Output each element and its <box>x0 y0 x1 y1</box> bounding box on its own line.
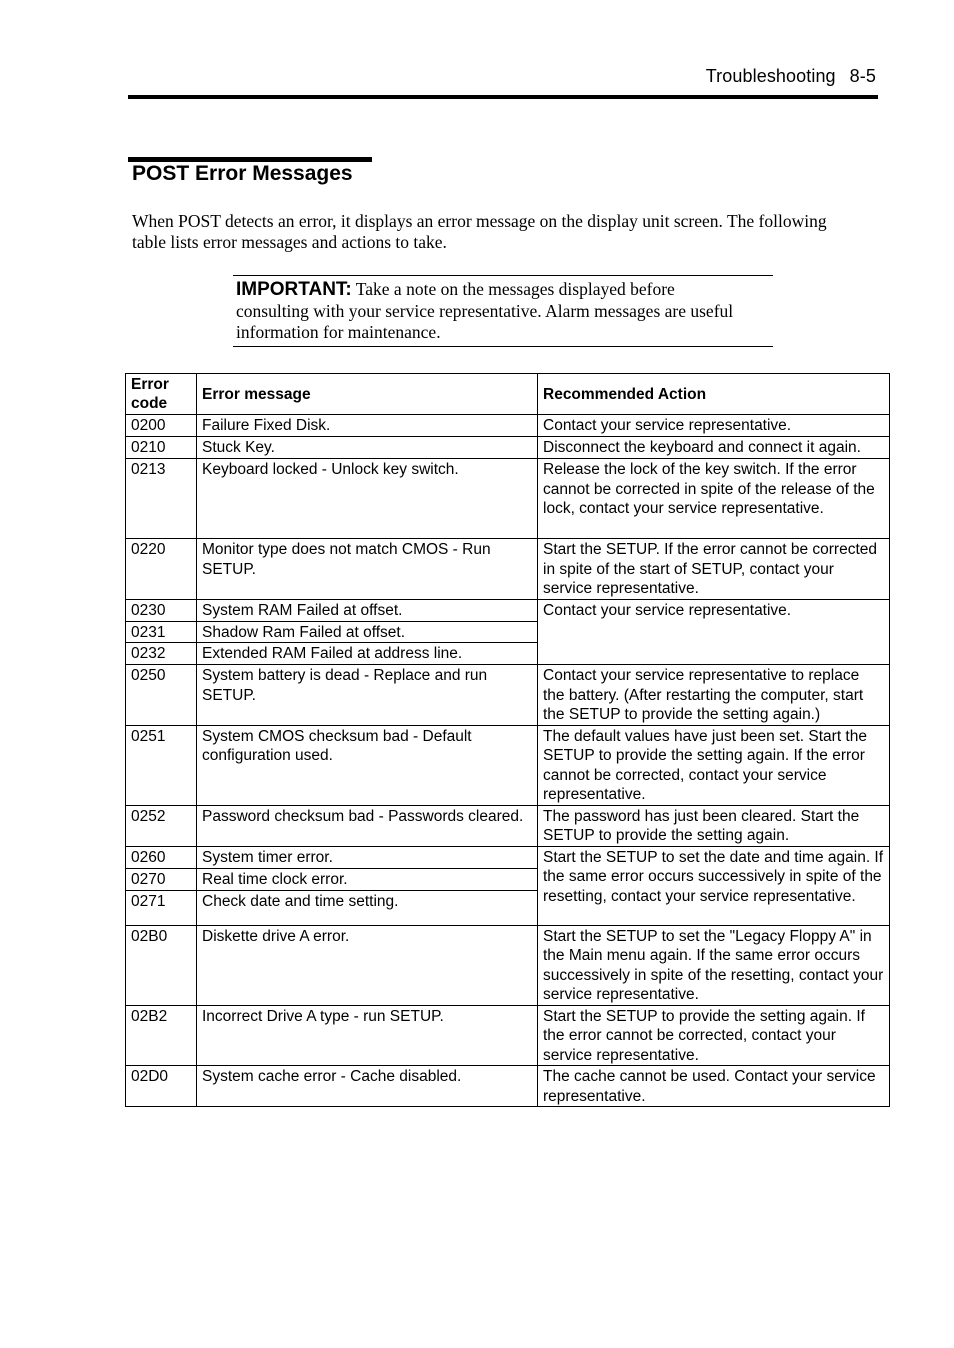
recommended-action: Contact your service representative. <box>538 415 890 437</box>
header-error-code: Error code <box>126 374 197 415</box>
table-row <box>126 599 890 621</box>
error-code: 0220 <box>126 539 197 600</box>
table-row <box>126 805 890 846</box>
recommended-action: Release the lock of the key switch. If the error cannot be corrected in spite of the release of the lock, contact your service representative. <box>538 459 890 539</box>
recommended-action: Start the SETUP to set the date and time again. If the same error occurs successively in spite of the resetting, contact your service representative. <box>538 846 890 925</box>
error-code: 0231 <box>126 621 197 643</box>
table-row <box>126 415 890 437</box>
recommended-action: The default values have just been set. Start the SETUP to provide the setting again. If the error cannot be corrected, contact your service representative. <box>538 725 890 805</box>
error-message: Keyboard locked - Unlock key switch. <box>197 459 538 539</box>
error-message: Check date and time setting. <box>197 890 538 925</box>
page-number: 8-5 <box>849 66 876 86</box>
section-title: POST Error Messages <box>132 162 353 185</box>
recommended-action: Contact your service representative to replace the battery. (After restarting the computer, start the SETUP to provide the setting again.) <box>538 665 890 726</box>
error-code: 02B0 <box>126 925 197 1005</box>
important-note-text <box>236 279 746 344</box>
error-code: 0210 <box>126 437 197 459</box>
recommended-action: Contact your service representative. <box>538 599 890 665</box>
error-message: System RAM Failed at offset. <box>197 599 538 621</box>
error-message: Failure Fixed Disk. <box>197 415 538 437</box>
recommended-action: Start the SETUP to set the "Legacy Floppy A" in the Main menu again. If the same error occurs successively in spite of the resetting, contact your service representative. <box>538 925 890 1005</box>
error-code: 0213 <box>126 459 197 539</box>
error-code: 0271 <box>126 890 197 925</box>
table-row <box>126 459 890 539</box>
recommended-action: The password has just been cleared. Start the SETUP to provide the setting again. <box>538 805 890 846</box>
recommended-action: Start the SETUP. If the error cannot be corrected in spite of the start of SETUP, contact your service representative. <box>538 539 890 600</box>
table-row <box>126 1005 890 1066</box>
error-message: System CMOS checksum bad - Default configuration used. <box>197 725 538 805</box>
error-message: Diskette drive A error. <box>197 925 538 1005</box>
important-body: Take a note on the messages displayed before consulting with your service representative. Alarm messages are useful information for maintenance. <box>236 279 734 342</box>
error-message: System cache error - Cache disabled. <box>197 1066 538 1107</box>
error-message: System timer error. <box>197 846 538 868</box>
error-code: 0232 <box>126 643 197 665</box>
error-code: 0250 <box>126 665 197 726</box>
table-row <box>126 925 890 1005</box>
table-row <box>126 665 890 726</box>
header-recommended-action: Recommended Action <box>538 374 890 415</box>
recommended-action: The cache cannot be used. Contact your service representative. <box>538 1066 890 1107</box>
table-row <box>126 437 890 459</box>
error-code: 0200 <box>126 415 197 437</box>
table-row <box>126 846 890 868</box>
important-note <box>233 275 773 347</box>
recommended-action: Start the SETUP to provide the setting again. If the error cannot be corrected, contact your service representative. <box>538 1005 890 1066</box>
error-code: 0252 <box>126 805 197 846</box>
table-header-row <box>126 374 890 415</box>
error-code: 0270 <box>126 868 197 890</box>
error-message: Real time clock error. <box>197 868 538 890</box>
header-error-message: Error message <box>197 374 538 415</box>
error-message: Password checksum bad - Passwords cleared. <box>197 805 538 846</box>
header-divider <box>128 95 878 99</box>
error-code: 0251 <box>126 725 197 805</box>
table-row <box>126 539 890 600</box>
error-table <box>125 373 890 1107</box>
error-code: 02D0 <box>126 1066 197 1107</box>
table-row <box>126 725 890 805</box>
important-label: IMPORTANT: <box>236 279 352 300</box>
intro-paragraph: When POST detects an error, it displays an error message on the display unit screen. The following table lists error messages and actions to take. <box>132 211 827 252</box>
error-message: Incorrect Drive A type - run SETUP. <box>197 1005 538 1066</box>
table-row <box>126 1066 890 1107</box>
error-message: Shadow Ram Failed at offset. <box>197 621 538 643</box>
error-message: Monitor type does not match CMOS - Run SETUP. <box>197 539 538 600</box>
error-code: 0230 <box>126 599 197 621</box>
error-code: 0260 <box>126 846 197 868</box>
error-message: Extended RAM Failed at address line. <box>197 643 538 665</box>
header-section: Troubleshooting <box>705 66 836 86</box>
error-message: System battery is dead - Replace and run SETUP. <box>197 665 538 726</box>
error-message: Stuck Key. <box>197 437 538 459</box>
error-code: 02B2 <box>126 1005 197 1066</box>
recommended-action: Disconnect the keyboard and connect it again. <box>538 437 890 459</box>
running-header <box>706 66 876 87</box>
